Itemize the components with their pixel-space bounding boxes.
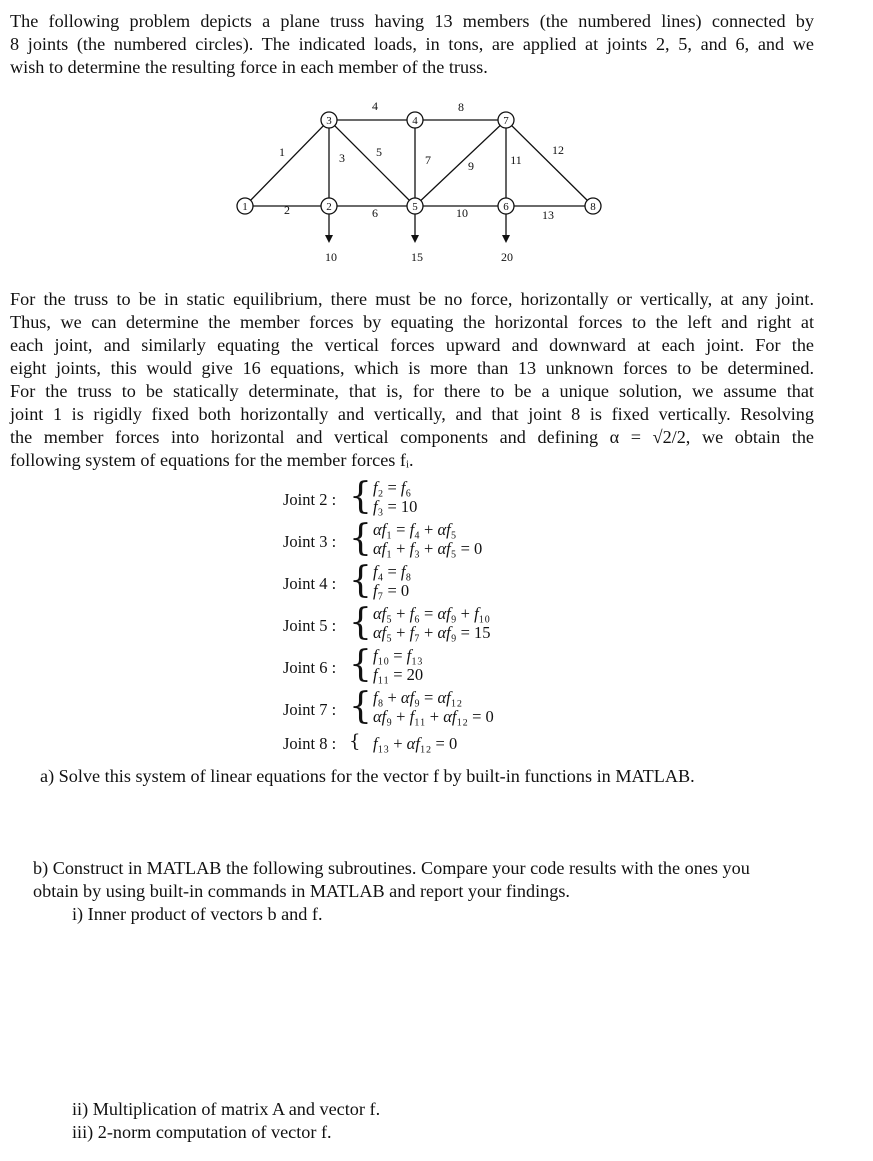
body-line: joint 1 is rigidly fixed both horizontally and vertically, and that joint 8 is fixed vertically. Resolving (10, 404, 814, 424)
body-line: For the truss to be in static equilibrium, there must be no force, horizontally or vertically, at any joint. (10, 289, 814, 309)
brace: { (349, 731, 361, 752)
intro-line: wish to determine the resulting force in each member of the truss. (10, 57, 488, 77)
joint-label: Joint 3 : (283, 532, 337, 551)
member-line (245, 120, 329, 206)
question-b-iii: iii) 2-norm computation of vector f. (72, 1122, 332, 1142)
question-b-line: obtain by using built-in commands in MATLAB and report your findings. (33, 881, 570, 901)
load-label: 20 (501, 250, 513, 264)
equation-line: αf₉ + f₁₁ + αf₁₂ = 0 (373, 707, 494, 726)
question-b-i: i) Inner product of vectors b and f. (72, 904, 323, 924)
body-line: For the truss to be statically determinate, that is, for there to be a unique solution, we assume that (10, 381, 814, 401)
intro-line: The following problem depicts a plane truss having 13 members (the numbered lines) connected by (10, 11, 814, 31)
brace: { (349, 686, 372, 727)
member-label: 8 (458, 100, 464, 114)
question-b-line: b) Construct in MATLAB the following subroutines. Compare your code results with the ones you (33, 858, 750, 878)
equation-line: αf₅ + f₇ + αf₉ = 15 (373, 623, 491, 642)
intro-line: 8 joints (the numbered circles). The indicated loads, in tons, are applied at joints 2, 5, and 6, and we (10, 34, 814, 54)
body-line: eight joints, this would give 16 equations, which is more than 13 unknown forces to be determined. (10, 358, 814, 378)
joint-label: 2 (326, 201, 332, 213)
member-label: 11 (510, 153, 522, 167)
joint-label: 1 (242, 201, 248, 213)
question-b (33, 857, 823, 903)
equation-line: αf₅ + f₆ = αf₉ + f₁₀ (373, 604, 491, 623)
member-label: 9 (468, 159, 474, 173)
equation-line: f₃ = 10 (373, 497, 418, 516)
load-arrowhead (325, 235, 333, 243)
equation-line: f₁₃ + αf₁₂ = 0 (373, 734, 458, 753)
load-label: 15 (411, 250, 423, 264)
equation-line: f₁₀ = f₁₃ (373, 646, 423, 665)
member-label: 13 (542, 208, 554, 222)
load-label: 10 (325, 250, 337, 264)
member-label: 12 (552, 143, 564, 157)
body-line: Thus, we can determine the member forces by equating the horizontal forces to the left and right at (10, 312, 814, 332)
question-a: a) Solve this system of linear equations for the vector f by built-in functions in MATLAB. (40, 766, 695, 786)
equation-line: f₈ + αf₉ = αf₁₂ (373, 688, 463, 707)
equilibrium-paragraph (10, 288, 814, 472)
equation-line: αf₁ + f₃ + αf₅ = 0 (373, 539, 483, 558)
member-label: 7 (425, 153, 431, 167)
brace: { (349, 560, 372, 601)
joint-label: 7 (503, 115, 509, 127)
joint-label: Joint 4 : (283, 574, 337, 593)
joint-label: 8 (590, 201, 596, 213)
joint-label: Joint 7 : (283, 700, 337, 719)
joint-label: 6 (503, 201, 509, 213)
joint-label: Joint 2 : (283, 490, 337, 509)
truss-diagram (228, 98, 618, 268)
brace: { (349, 518, 372, 559)
body-line: the member forces into horizontal and vertical components and defining α = √2/2, we obtain the (10, 427, 814, 447)
body-line: following system of equations for the member forces fᵢ. (10, 450, 414, 470)
load-arrowhead (411, 235, 419, 243)
equation-line: f₁₁ = 20 (373, 665, 424, 684)
body-line: each joint, and similarly equating the vertical forces upward and downward at each joint. For the (10, 335, 814, 355)
member-label: 1 (279, 145, 285, 159)
member-label: 4 (372, 99, 378, 113)
joint-label: Joint 8 : (283, 734, 337, 753)
intro-paragraph (10, 10, 814, 79)
joint-label: Joint 6 : (283, 658, 337, 677)
member-label: 5 (376, 145, 382, 159)
equation-line: f₂ = f₆ (373, 478, 412, 497)
joint-label: 5 (412, 201, 418, 213)
equation-line: f₄ = f₈ (373, 562, 412, 581)
member-label: 10 (456, 206, 468, 220)
brace: { (349, 476, 372, 517)
joint-label: Joint 5 : (283, 616, 337, 635)
equation-line: αf₁ = f₄ + αf₅ (373, 520, 457, 539)
brace: { (349, 644, 372, 685)
member-label: 3 (339, 151, 345, 165)
question-b-ii: ii) Multiplication of matrix A and vector f. (72, 1099, 381, 1119)
equation-line: f₇ = 0 (373, 581, 410, 600)
member-label: 2 (284, 203, 290, 217)
joint-label: 4 (412, 115, 418, 127)
member-label: 6 (372, 206, 378, 220)
joint-label: 3 (326, 115, 332, 127)
load-arrowhead (502, 235, 510, 243)
brace: { (349, 602, 372, 643)
